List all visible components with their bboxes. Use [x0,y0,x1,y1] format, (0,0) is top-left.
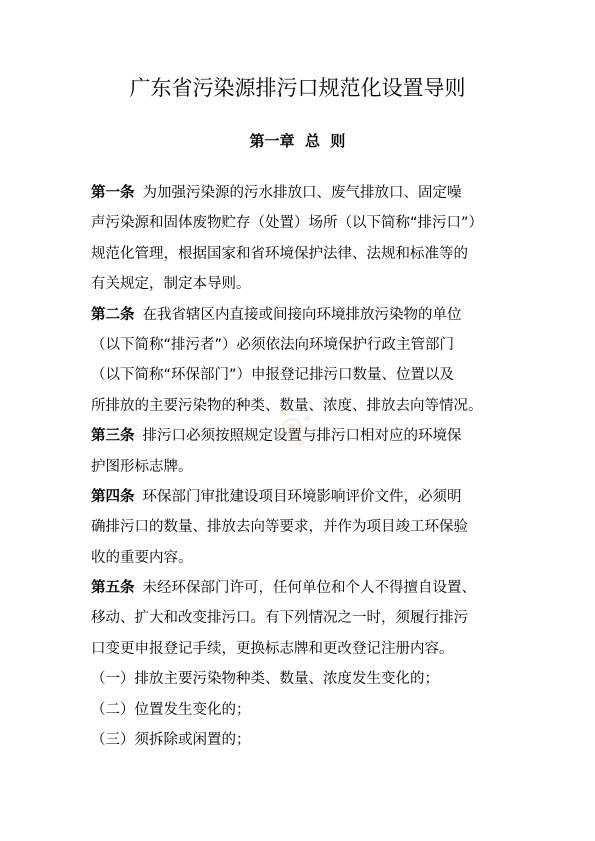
list-item-1: （一）排放主要污染物种类、数量、浓度发生变化的； [91,671,439,688]
article-2-text: 在我省辖区内直接或间接向环境排放污染物的单位 [142,306,462,323]
article-2-line-4: 所排放的主要污染物的种类、数量、浓度、排放去向等情况。 [91,397,483,414]
article-5-text: 未经环保部门许可，任何单位和个人不得擅自设置、 [142,580,476,597]
article-2-label: 第二条 [91,306,135,323]
article-1-text: 为加强污染源的污水排放口、废气排放口、固定噪 [142,185,462,201]
article-1-line-1 [91,178,511,208]
chapter-heading: 第一章 总 则 [249,132,346,150]
article-2-line-3: （以下简称“环保部门”）申报登记排污口数量、位置以及 [91,367,455,384]
article-1-label: 第一条 [91,185,135,201]
article-4-line-3: 收的重要内容。 [91,549,193,566]
article-1-line-2: 声污染源和固体废物贮存（处置）场所（以下简称“排污口”） [91,215,484,232]
article-3-text: 排污口必须按照规定设置与排污口相对应的环境保 [142,428,462,445]
article-4-text: 环保部门审批建设项目环境影响评价文件，必须明 [142,488,462,505]
article-5-line-1 [91,573,511,603]
article-4-label: 第四条 [91,488,135,505]
article-4-line-2: 确排污口的数量、排放去向等要求，并作为项目竣工环保验 [91,519,468,536]
article-5-line-2: 移动、扩大和改变排污口。有下列情况之一时，须履行排污 [91,610,468,627]
list-item-2: （二）位置发生变化的； [91,701,251,718]
article-1-line-4: 有关规定，制定本导则。 [91,276,251,293]
article-5-label: 第五条 [91,580,135,597]
article-1-line-3: 规范化管理，根据国家和省环境保护法律、法规和标准等的 [91,245,468,262]
article-5-line-3: 口变更申报登记手续，更换标志牌和更改登记注册内容。 [91,640,454,657]
article-2-line-1 [91,300,511,330]
document-title: 广东省污染源排污口规范化设置导则 [129,76,466,100]
document-body [91,178,511,755]
article-3-line-2: 护图形标志牌。 [91,458,193,475]
list-item-3: （三）须拆除或闲置的； [91,732,251,749]
article-4-line-1 [91,482,511,512]
article-2-line-2: （以下简称“排污者”）必须依法向环境保护行政主管部门 [91,336,455,353]
article-3-label: 第三条 [91,428,135,445]
